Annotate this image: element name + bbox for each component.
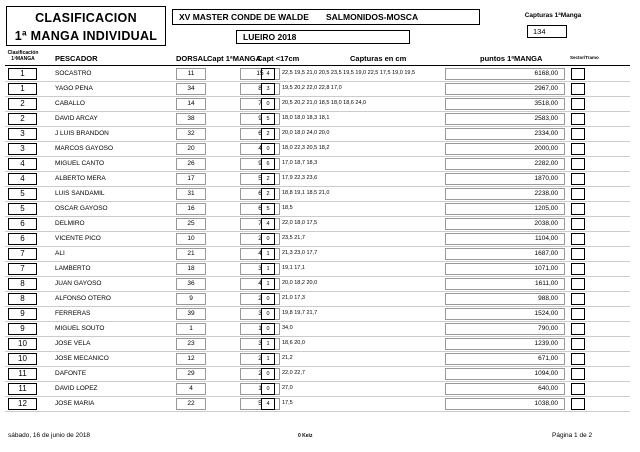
captures-round-cell: 5 <box>240 173 280 185</box>
bib-cell: 9 <box>176 293 206 305</box>
captures-under-cell: 4 <box>261 218 275 230</box>
points-cell: 3518,00 <box>445 98 565 110</box>
captures-under-cell: 1 <box>261 248 275 260</box>
bib-cell: 12 <box>176 353 206 365</box>
captures-under-cell: 6 <box>261 158 275 170</box>
row-divider <box>5 411 630 412</box>
sector-box <box>571 98 585 110</box>
points-cell: 1611,00 <box>445 278 565 290</box>
classification-cell: 9 <box>8 308 37 320</box>
angler-name: J LUIS BRANDON <box>55 130 109 137</box>
captures-round-cell: 2 <box>240 293 280 305</box>
sector-box <box>571 368 585 380</box>
captures-round-cell: 6 <box>240 188 280 200</box>
captures-round-cell: 6 <box>240 203 280 215</box>
points-cell: 1205,00 <box>445 203 565 215</box>
captures-cm-cell: 19,5 20,2 22,0 22,8 17,0 <box>282 85 342 91</box>
captures-under-cell: 1 <box>261 263 275 275</box>
angler-name: FERRERAS <box>55 310 91 317</box>
bib-cell: 16 <box>176 203 206 215</box>
captures-cm-cell: 18,0 18,0 18,3 18,1 <box>282 115 330 121</box>
bib-cell: 21 <box>176 248 206 260</box>
bib-cell: 36 <box>176 278 206 290</box>
classification-cell: 4 <box>8 173 37 185</box>
table-row <box>0 337 640 352</box>
captures-under-cell: 2 <box>261 128 275 140</box>
captures-total-value: 134 <box>533 27 546 36</box>
classification-cell: 3 <box>8 143 37 155</box>
points-cell: 640,00 <box>445 383 565 395</box>
angler-name: JOSE VELA <box>55 340 91 347</box>
table-row <box>0 157 640 172</box>
captures-under-cell: 0 <box>261 98 275 110</box>
captures-cm-cell: 17,0 18,7 18,3 <box>282 160 318 166</box>
title-box <box>6 6 166 46</box>
title-line-2: 1ª MANGA INDIVIDUAL <box>14 29 158 43</box>
venue-box <box>236 30 410 44</box>
captures-cm-cell: 18,6 20,0 <box>282 340 305 346</box>
captures-round-cell: 4 <box>240 248 280 260</box>
captures-cm-cell: 19,1 17,1 <box>282 265 305 271</box>
sector-box <box>571 263 585 275</box>
points-cell: 1094,00 <box>445 368 565 380</box>
bib-cell: 11 <box>176 68 206 80</box>
captures-round-cell: 8 <box>240 83 280 95</box>
captures-under-cell: 1 <box>261 338 275 350</box>
captures-under-cell: 4 <box>261 398 275 410</box>
captures-under-cell: 2 <box>261 173 275 185</box>
bib-cell: 18 <box>176 263 206 275</box>
angler-name: DAVID LOPEZ <box>55 385 98 392</box>
captures-total-box <box>527 25 567 38</box>
bib-cell: 22 <box>176 398 206 410</box>
angler-name: DAFONTE <box>55 370 87 377</box>
angler-name: ALFONSO OTERO <box>55 295 111 302</box>
classification-cell: 6 <box>8 233 37 245</box>
angler-name: CABALLO <box>55 100 85 107</box>
classification-cell: 5 <box>8 203 37 215</box>
captures-under-cell: 0 <box>261 368 275 380</box>
points-cell: 1870,00 <box>445 173 565 185</box>
event-name: XV MASTER CONDE DE WALDE <box>179 12 309 22</box>
classification-cell: 5 <box>8 188 37 200</box>
points-cell: 2282,00 <box>445 158 565 170</box>
captures-under-cell: 0 <box>261 323 275 335</box>
bib-cell: 29 <box>176 368 206 380</box>
captures-under-cell: 1 <box>261 353 275 365</box>
bib-cell: 25 <box>176 218 206 230</box>
table-row <box>0 247 640 262</box>
points-cell: 2967,00 <box>445 83 565 95</box>
table-row <box>0 262 640 277</box>
table-row <box>0 187 640 202</box>
table-row <box>0 232 640 247</box>
captures-round-cell: 4 <box>240 278 280 290</box>
bib-cell: 10 <box>176 233 206 245</box>
bib-cell: 20 <box>176 143 206 155</box>
captures-under-cell: 0 <box>261 383 275 395</box>
captures-round-cell: 2 <box>240 233 280 245</box>
angler-name: OSCAR GAYOSO <box>55 205 108 212</box>
captures-cm-cell: 20,0 18,0 24,0 20,0 <box>282 130 330 136</box>
table-row <box>0 352 640 367</box>
footer-center: 0 Keiz <box>298 433 313 439</box>
sector-box <box>571 158 585 170</box>
captures-round-cell: 2 <box>240 353 280 365</box>
captures-under-cell: 5 <box>261 113 275 125</box>
captures-cm-cell: 20,0 18,2 20,0 <box>282 280 318 286</box>
points-cell: 2038,00 <box>445 218 565 230</box>
captures-under-cell: 0 <box>261 308 275 320</box>
table-row <box>0 367 640 382</box>
captures-under-cell: 3 <box>261 83 275 95</box>
col-captures-cm: Capturas en cm <box>350 54 407 63</box>
angler-name: DAVID ARCAY <box>55 115 98 122</box>
captures-under-cell: 0 <box>261 233 275 245</box>
points-cell: 1239,00 <box>445 338 565 350</box>
col-captures-round: Capt 1ªMANGA <box>207 54 262 63</box>
table-row <box>0 382 640 397</box>
captures-under-cell: 5 <box>261 203 275 215</box>
classification-cell: 3 <box>8 128 37 140</box>
angler-name: LUIS SANDAMIL <box>55 190 105 197</box>
points-cell: 6168,00 <box>445 68 565 80</box>
sector-box <box>571 113 585 125</box>
classification-cell: 11 <box>8 383 37 395</box>
captures-round-cell: 3 <box>240 263 280 275</box>
captures-cm-cell: 19,8 19,7 21,7 <box>282 310 318 316</box>
captures-round-cell: 9 <box>240 158 280 170</box>
captures-round-cell: 7 <box>240 218 280 230</box>
points-cell: 2000,00 <box>445 143 565 155</box>
classification-cell: 12 <box>8 398 37 410</box>
captures-cm-cell: 22,5 19,5 21,0 20,5 23,5 19,5 19,0 22,5 17,5 19,0 19,5 <box>282 70 416 76</box>
captures-round-cell: 3 <box>240 338 280 350</box>
captures-under-cell: 0 <box>261 143 275 155</box>
footer-page: Página 1 de 2 <box>552 432 593 439</box>
angler-name: ALBERTO MERA <box>55 175 106 182</box>
captures-total-label: Capturas 1ªManga <box>524 12 582 19</box>
sector-box <box>571 398 585 410</box>
angler-name: ALI <box>55 250 65 257</box>
table-row <box>0 397 640 412</box>
captures-round-cell: 6 <box>240 128 280 140</box>
angler-name: DELMIRO <box>55 220 85 227</box>
title-line-1: CLASIFICACION <box>35 11 137 25</box>
sector-box <box>571 83 585 95</box>
points-cell: 2583,00 <box>445 113 565 125</box>
col-angler: PESCADOR <box>55 54 98 63</box>
classification-cell: 4 <box>8 158 37 170</box>
captures-cm-cell: 17,9 22,3 23,6 <box>282 175 318 181</box>
sector-box <box>571 278 585 290</box>
bib-cell: 39 <box>176 308 206 320</box>
bib-cell: 32 <box>176 128 206 140</box>
classification-cell: 8 <box>8 278 37 290</box>
table-row <box>0 292 640 307</box>
classification-cell: 1 <box>8 68 37 80</box>
captures-cm-cell: 18,0 22,3 20,5 18,2 <box>282 145 330 151</box>
sector-box <box>571 293 585 305</box>
captures-under-cell: 4 <box>261 68 275 80</box>
classification-cell: 10 <box>8 353 37 365</box>
points-cell: 2334,00 <box>445 128 565 140</box>
angler-name: SOCASTRO <box>55 70 92 77</box>
captures-round-cell: 9 <box>240 113 280 125</box>
classification-cell: 10 <box>8 338 37 350</box>
bib-cell: 17 <box>176 173 206 185</box>
table-row <box>0 82 640 97</box>
table-row <box>0 142 640 157</box>
col-points: puntos 1ªMANGA <box>480 54 543 63</box>
angler-name: MIGUEL CANTO <box>55 160 105 167</box>
footer-date: sábado, 16 de junio de 2018 <box>8 432 91 439</box>
col-captures-under: Capt <17cm <box>257 54 300 63</box>
sector-box <box>571 383 585 395</box>
classification-cell: 2 <box>8 98 37 110</box>
table-row <box>0 217 640 232</box>
captures-round-cell: 2 <box>240 368 280 380</box>
table-row <box>0 322 640 337</box>
bib-cell: 4 <box>176 383 206 395</box>
classification-cell: 8 <box>8 293 37 305</box>
captures-round-cell: 4 <box>240 143 280 155</box>
classification-cell: 9 <box>8 323 37 335</box>
captures-round-cell: 1 <box>240 323 280 335</box>
captures-round-cell: 15 <box>240 68 280 80</box>
captures-cm-cell: 18,8 19,1 18,5 21,0 <box>282 190 330 196</box>
table-row <box>0 307 640 322</box>
table-row <box>0 172 640 187</box>
sector-box <box>571 338 585 350</box>
col-bib: DORSAL <box>176 54 208 63</box>
captures-cm-cell: 23,5 21,7 <box>282 235 305 241</box>
captures-cm-cell: 21,3 23,0 17,7 <box>282 250 318 256</box>
captures-round-cell: 3 <box>240 308 280 320</box>
sector-box <box>571 188 585 200</box>
classification-cell: 6 <box>8 218 37 230</box>
table-row <box>0 127 640 142</box>
header-rule <box>5 65 630 66</box>
angler-name: VICENTE PICO <box>55 235 101 242</box>
classification-cell: 7 <box>8 263 37 275</box>
captures-cm-cell: 22,0 18,0 17,5 <box>282 220 318 226</box>
bib-cell: 23 <box>176 338 206 350</box>
points-cell: 2238,00 <box>445 188 565 200</box>
sector-box <box>571 173 585 185</box>
col-classification: Clasificación 1ªMANGA <box>7 50 39 62</box>
angler-name: MIGUEL SOUTO <box>55 325 105 332</box>
points-cell: 1687,00 <box>445 248 565 260</box>
classification-cell: 2 <box>8 113 37 125</box>
captures-round-cell: 5 <box>240 398 280 410</box>
table-row <box>0 67 640 82</box>
classification-cell: 7 <box>8 248 37 260</box>
table-row <box>0 202 640 217</box>
sector-box <box>571 248 585 260</box>
bib-cell: 1 <box>176 323 206 335</box>
venue-label: LUEIRO 2018 <box>243 32 297 42</box>
sector-box <box>571 218 585 230</box>
angler-name: LAMBERTO <box>55 265 91 272</box>
points-cell: 988,00 <box>445 293 565 305</box>
captures-under-cell: 2 <box>261 188 275 200</box>
captures-cm-cell: 21,2 <box>282 355 293 361</box>
sector-box <box>571 68 585 80</box>
points-cell: 1038,00 <box>445 398 565 410</box>
bib-cell: 26 <box>176 158 206 170</box>
angler-name: YAGO PENA <box>55 85 93 92</box>
captures-under-cell: 0 <box>261 293 275 305</box>
captures-cm-cell: 20,5 20,2 21,0 18,5 18,0 18,6 24,0 <box>282 100 367 106</box>
points-cell: 790,00 <box>445 323 565 335</box>
sector-box <box>571 353 585 365</box>
sector-box <box>571 143 585 155</box>
classification-cell: 11 <box>8 368 37 380</box>
captures-round-cell: 1 <box>240 383 280 395</box>
sector-box <box>571 128 585 140</box>
captures-cm-cell: 21,0 17,3 <box>282 295 305 301</box>
angler-name: MARCOS GAYOSO <box>55 145 114 152</box>
col-sector: Sector/Tramo <box>570 55 599 60</box>
captures-cm-cell: 22,0 22,7 <box>282 370 305 376</box>
angler-name: JOSE MECANICO <box>55 355 109 362</box>
captures-round-cell: 7 <box>240 98 280 110</box>
bib-cell: 31 <box>176 188 206 200</box>
points-cell: 1071,00 <box>445 263 565 275</box>
sector-box <box>571 308 585 320</box>
sector-box <box>571 233 585 245</box>
bib-cell: 38 <box>176 113 206 125</box>
sector-box <box>571 203 585 215</box>
event-box <box>172 9 480 25</box>
event-category: SALMONIDOS-MOSCA <box>326 12 419 22</box>
table-row <box>0 112 640 127</box>
points-cell: 1524,00 <box>445 308 565 320</box>
captures-cm-cell: 18,5 <box>282 205 293 211</box>
captures-cm-cell: 17,5 <box>282 400 293 406</box>
classification-cell: 1 <box>8 83 37 95</box>
captures-under-cell: 1 <box>261 278 275 290</box>
angler-name: JOSE MARIA <box>55 400 95 407</box>
angler-name: JUAN GAYOSO <box>55 280 102 287</box>
sector-box <box>571 323 585 335</box>
table-row <box>0 277 640 292</box>
points-cell: 671,00 <box>445 353 565 365</box>
points-cell: 1104,00 <box>445 233 565 245</box>
captures-cm-cell: 34,0 <box>282 325 293 331</box>
bib-cell: 34 <box>176 83 206 95</box>
captures-cm-cell: 27,0 <box>282 385 293 391</box>
bib-cell: 14 <box>176 98 206 110</box>
table-row <box>0 97 640 112</box>
